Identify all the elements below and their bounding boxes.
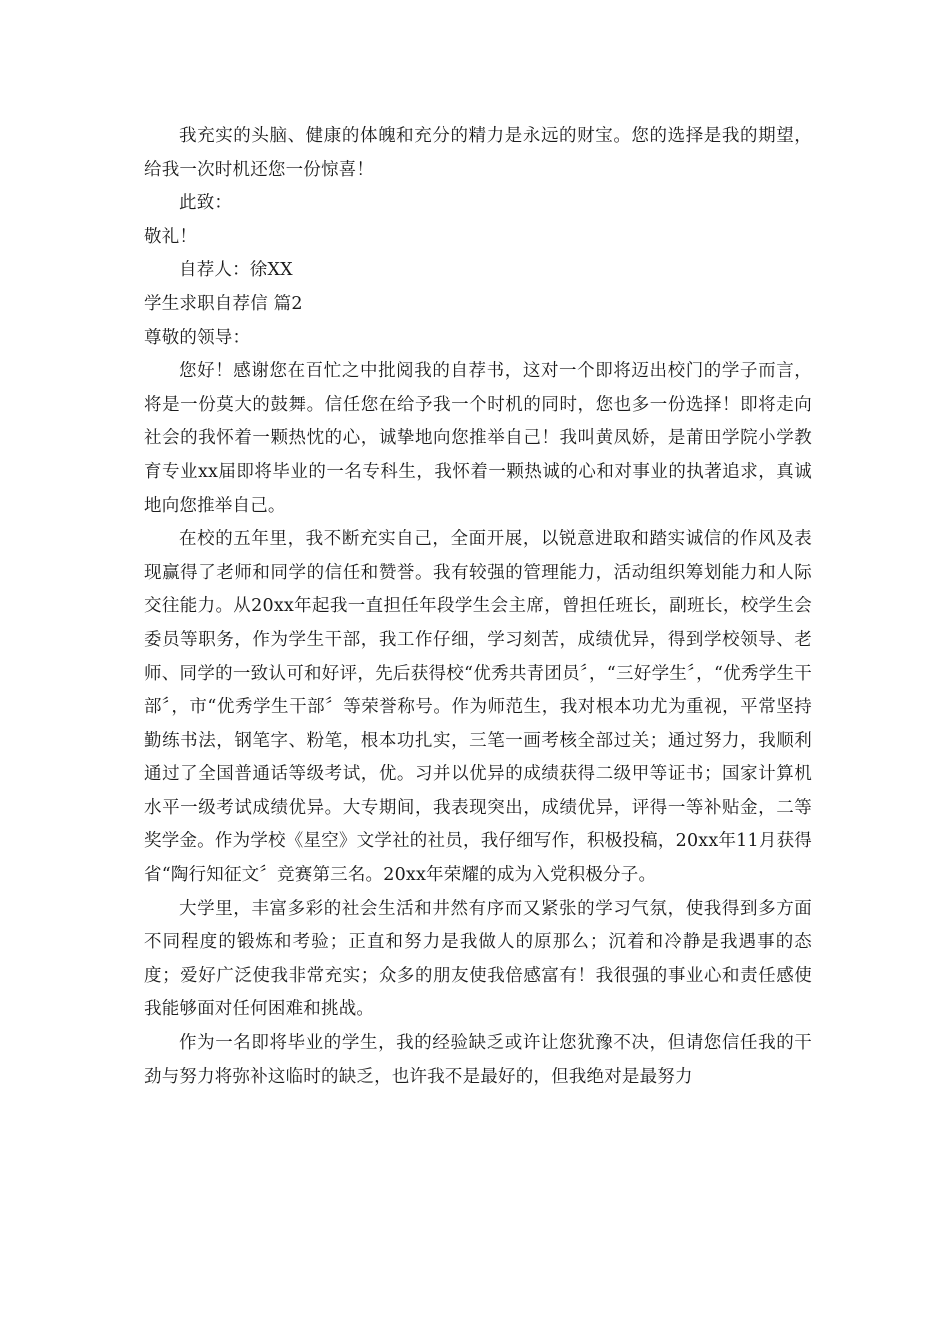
paragraph-graduate-appeal: 作为一名即将毕业的学生，我的经验缺乏或许让您犹豫不决，但请您信任我的干劲与努力将弥补这临时的缺乏，也许我不是最好的，但我绝对是最努力 <box>144 1033 812 1087</box>
paragraph-university-life: 大学里，丰富多彩的社会生活和井然有序而又紧张的学习气氛，使我得到多方面不同程度的锻炼和考验；正直和努力是我做人的原那么；沉着和冷静是我遇事的态度；爱好广泛使我非常充实；众多的朋友使我倍感富有！我很强的事业心和责任感使我能够面对任何困难和挑战。 <box>144 898 812 1020</box>
salutation-jingli: 敬礼！ <box>144 226 198 247</box>
paragraph-closing-statement: 我充实的头脑、健康的体魄和充分的精力是永远的财宝。您的选择是我的期望，给我一次时机还您一份惊喜！ <box>144 126 812 180</box>
greeting-line: 尊敬的领导： <box>144 327 251 348</box>
salutation-cizhi: 此致： <box>179 193 233 214</box>
document-body <box>144 120 812 1094</box>
section-heading: 学生求职自荐信 篇2 <box>144 293 303 314</box>
paragraph-school-experience: 在校的五年里，我不断充实自己，全面开展，以锐意进取和踏实诚信的作风及表现赢得了老师和同学的信任和赞誉。我有较强的管理能力，活动组织筹划能力和人际交往能力。从20xx年起我一直担任年段学生会主席，曾担任班长，副班长，校学生会委员等职务，作为学生干部，我工作仔细，学习刻苦，成绩优异，得到学校领导、老师、同学的一致认可和好评，先后获得校“优秀共青团员〞，“三好学生〞，“优秀学生干部〞，市“优秀学生干部〞等荣誉称号。作为师范生，我对根本功尤为重视，平常坚持勤练书法，钢笔字、粉笔，根本功扎实，三笔一画考核全部过关；通过努力，我顺利通过了全国普通话等级考试，优。习并以优异的成绩获得二级甲等证书；国家计算机水平一级考试成绩优异。大专期间，我表现突出，成绩优异，评得一等补贴金，二等奖学金。作为学校《星空》文学社的社员，我仔细写作，积极投稿，20xx年11月获得省“陶行知征文〞竞赛第三名。20xx年荣耀的成为入党积极分子。 <box>144 529 812 886</box>
paragraph-introduction: 您好！感谢您在百忙之中批阅我的自荐书，这对一个即将迈出校门的学子而言，将是一份莫大的鼓舞。信任您在给予我一个时机的同时，您也多一份选择！即将走向社会的我怀着一颗热忱的心，诚挚地向您推举自己！我叫黄凤娇，是莆田学院小学教育专业xx届即将毕业的一名专科生，我怀着一颗热诚的心和对事业的执著追求，真诚地向您推举自己。 <box>144 361 812 516</box>
signature-line: 自荐人：徐XX <box>179 260 293 281</box>
